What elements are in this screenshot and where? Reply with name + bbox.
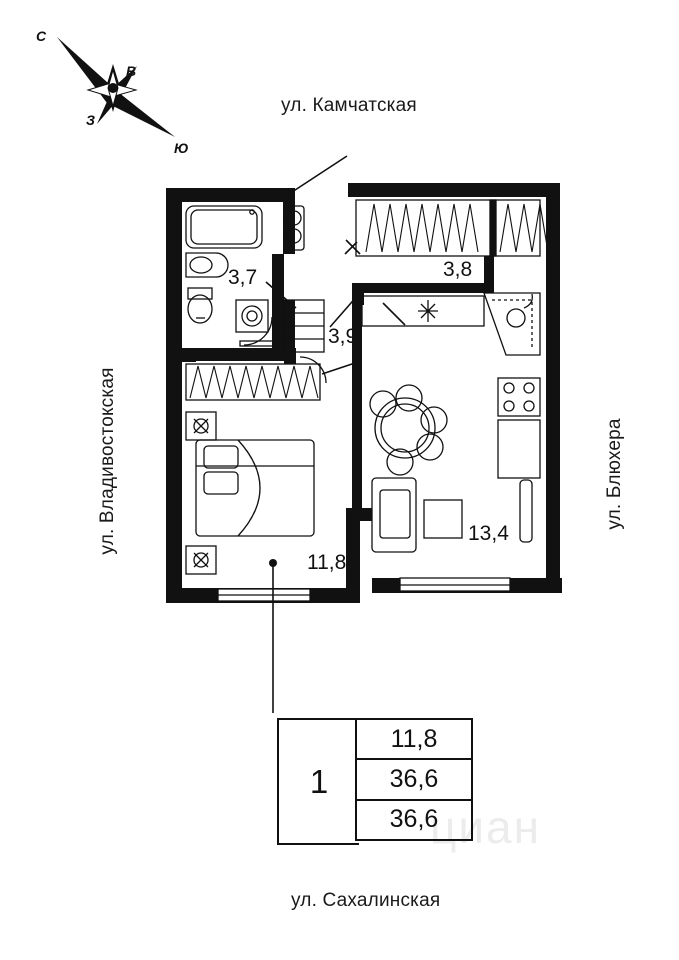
area-with-balcony-cell: 36,6 xyxy=(355,799,473,841)
area-label-kitchen-living: 13,4 xyxy=(468,522,509,545)
bedroom-furniture xyxy=(186,364,320,601)
street-label-bottom: ул. Сахалинская xyxy=(291,890,441,911)
kitchen-living-furniture xyxy=(362,293,540,591)
compass-west-label: З xyxy=(86,112,95,128)
compass-south-label: Ю xyxy=(174,140,189,156)
street-label-top: ул. Камчатская xyxy=(281,95,417,116)
summary-table xyxy=(277,718,473,841)
loggia xyxy=(356,200,548,256)
total-area-cell: 36,6 xyxy=(355,758,473,798)
living-area-cell: 11,8 xyxy=(355,718,473,758)
compass-north-label: С xyxy=(36,28,47,44)
watermark: циан xyxy=(430,801,542,853)
area-label-bathroom: 3,7 xyxy=(228,266,258,289)
compass-east-label: В xyxy=(126,63,137,79)
area-label-loggia: 3,8 xyxy=(443,258,473,281)
compass-rose xyxy=(57,37,175,137)
area-label-hallway: 3,9 xyxy=(328,325,358,348)
rooms-count-cell: 1 xyxy=(277,718,359,845)
summary-values xyxy=(355,718,473,841)
area-label-bedroom: 11,8 xyxy=(307,551,347,574)
street-label-left: ул. Владивостокская xyxy=(97,367,118,555)
street-label-right: ул. Блюхера xyxy=(604,418,625,530)
